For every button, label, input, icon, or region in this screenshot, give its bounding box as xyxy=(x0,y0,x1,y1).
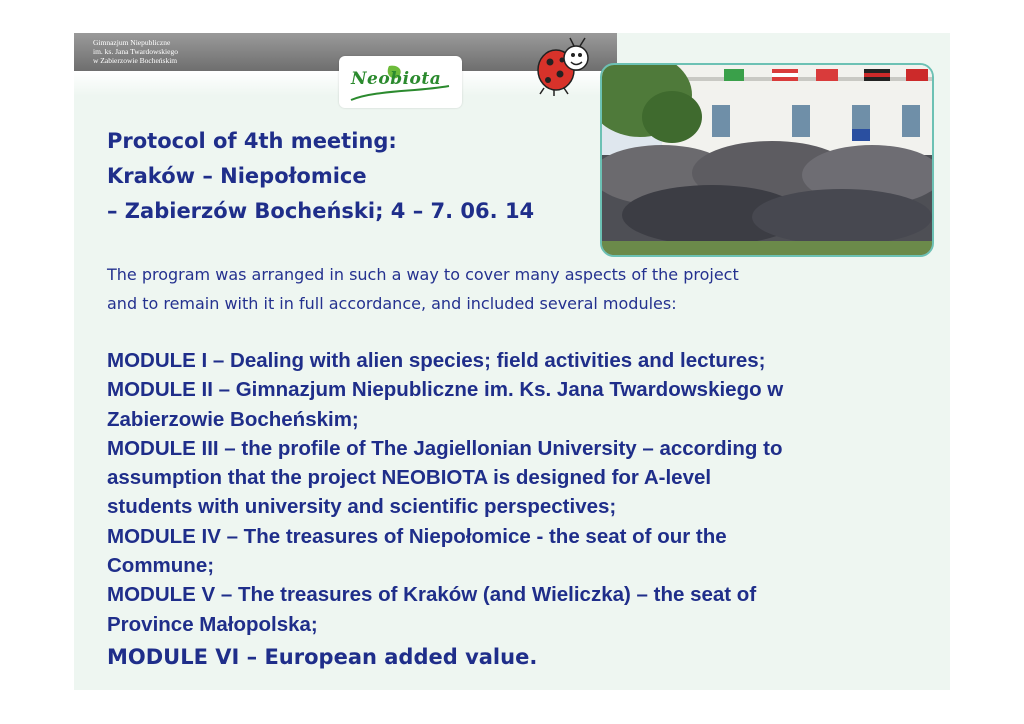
title-line: Kraków – Niepołomice xyxy=(107,164,367,188)
neobiota-logo xyxy=(339,56,462,108)
title-line: Protocol of 4th meeting: xyxy=(107,129,397,153)
module-line: MODULE IV – The treasures of Niepołomice - the seat of our the xyxy=(107,524,727,548)
intro-paragraph xyxy=(107,260,907,318)
module-line: MODULE II – Gimnazjum Niepubliczne im. Ks. Jana Twardowskiego w xyxy=(107,378,784,402)
module-line: Province Małopolska; xyxy=(107,612,318,636)
module-line: students with university and scientific perspectives; xyxy=(107,495,617,519)
module-line: Commune; xyxy=(107,554,215,578)
page-title xyxy=(107,124,587,229)
ladybug-mascot-icon xyxy=(528,36,598,98)
intro-line: and to remain with it in full accordance, and included several modules: xyxy=(107,294,677,313)
module-line-final: MODULE VI – European added value. xyxy=(107,644,538,669)
logo-text: Neobiota xyxy=(351,69,442,89)
group-photo xyxy=(600,63,934,257)
school-name-line: w Zabierzowie Bocheńskim xyxy=(93,56,178,65)
module-line: assumption that the project NEOBIOTA is designed for A-level xyxy=(107,466,712,490)
module-line: MODULE I – Dealing with alien species; field activities and lectures; xyxy=(107,349,766,372)
school-name-line: im. ks. Jana Twardowskiego xyxy=(93,47,178,56)
module-line: MODULE V – The treasures of Kraków (and Wieliczka) – the seat of xyxy=(107,583,757,607)
school-name-line: Gimnazjum Niepubliczne xyxy=(93,38,171,47)
intro-line: The program was arranged in such a way to cover many aspects of the project xyxy=(107,265,739,284)
school-name xyxy=(93,38,253,65)
modules-list xyxy=(107,346,927,675)
module-line: MODULE III – the profile of The Jagiellonian University – according to xyxy=(107,436,783,460)
module-line: Zabierzowie Bocheńskim; xyxy=(107,407,359,431)
title-line: – Zabierzów Bocheński; 4 – 7. 06. 14 xyxy=(107,199,535,223)
